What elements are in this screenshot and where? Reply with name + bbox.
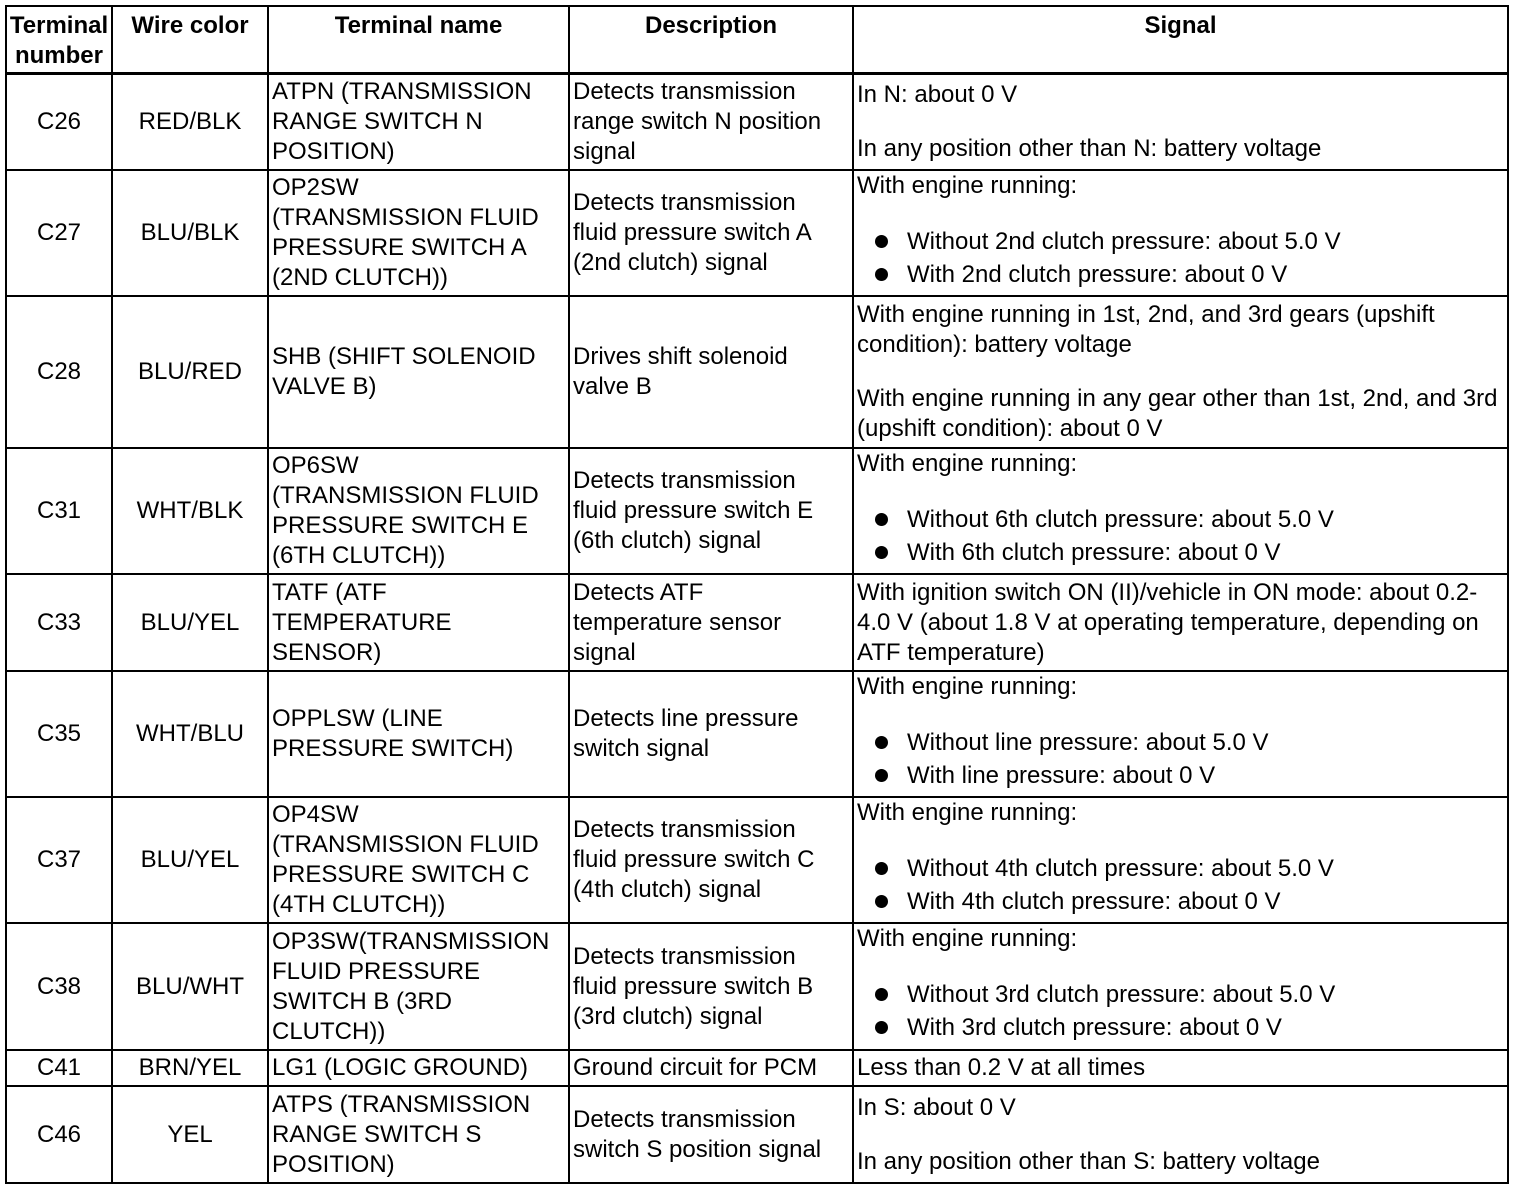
terminal-name xyxy=(268,448,569,574)
signal-text: With engine running in any gear other than 1st, 2nd, and 3rd (upshift condition): about 0 V xyxy=(857,385,1498,442)
signal-bullet xyxy=(875,885,1504,918)
signal-bullet-text: With line pressure: about 0 V xyxy=(907,762,1216,789)
cell-line: (TRANSMISSION FLUID xyxy=(272,831,539,858)
description xyxy=(569,448,853,574)
cell-line: (6TH CLUTCH)) xyxy=(272,542,446,569)
cell-line: Detects line pressure xyxy=(573,705,799,732)
cell-line: (TRANSMISSION FLUID xyxy=(272,482,539,509)
wire-color: BLU/WHT xyxy=(112,923,268,1050)
description xyxy=(569,1086,853,1183)
cell-line: (3rd clutch) signal xyxy=(573,1002,763,1030)
cell-line: OP3SW(TRANSMISSION xyxy=(272,927,550,955)
signal xyxy=(853,296,1508,448)
terminal-name xyxy=(268,797,569,923)
terminal-number: C41 xyxy=(6,1050,112,1086)
cell-line: PRESSURE SWITCH) xyxy=(272,735,514,762)
signal-bullet-list xyxy=(857,225,1504,291)
cell-line: valve B xyxy=(573,373,652,400)
table-row xyxy=(6,170,1508,296)
bullet-icon xyxy=(875,862,888,875)
cell-line: OP2SW xyxy=(272,174,359,201)
terminal-name xyxy=(268,574,569,671)
cell-line: OPPLSW (LINE xyxy=(272,705,443,732)
header-terminal-number: Terminal number xyxy=(6,6,112,73)
signal xyxy=(853,923,1508,1050)
cell-line: (2ND CLUTCH)) xyxy=(272,264,448,291)
description xyxy=(569,73,853,170)
signal xyxy=(853,1086,1508,1183)
signal-text: Less than 0.2 V at all times xyxy=(857,1054,1146,1081)
signal xyxy=(853,671,1508,797)
cell-line: RANGE SWITCH N xyxy=(272,107,483,135)
cell-line: Ground circuit for PCM xyxy=(573,1054,818,1081)
signal xyxy=(853,1050,1508,1086)
cell-line: (4TH CLUTCH)) xyxy=(272,891,446,918)
terminal-number: C38 xyxy=(6,923,112,1050)
signal-bullet xyxy=(875,1011,1504,1044)
cell-line: (TRANSMISSION FLUID xyxy=(272,204,539,231)
signal-text: With ignition switch ON (II)/vehicle in ON mode: about 0.2-4.0 V (about 1.8 V at operating temperature, depending on ATF temperature) xyxy=(857,578,1479,666)
cell-line: SENSOR) xyxy=(272,638,382,666)
terminal-name xyxy=(268,1050,569,1086)
cell-line: Detects transmission xyxy=(573,189,796,216)
signal-intro: With engine running: xyxy=(857,799,1078,826)
table-row xyxy=(6,73,1508,170)
cell-line: range switch N position xyxy=(573,107,822,135)
cell-line: PRESSURE SWITCH A xyxy=(272,234,527,261)
signal-bullet-text: Without 2nd clutch pressure: about 5.0 V xyxy=(907,228,1341,255)
terminal-name xyxy=(268,296,569,448)
description xyxy=(569,574,853,671)
bullet-icon xyxy=(875,769,888,782)
cell-line: temperature sensor xyxy=(573,608,782,636)
signal xyxy=(853,574,1508,671)
signal-bullet-text: With 2nd clutch pressure: about 0 V xyxy=(907,261,1288,288)
description xyxy=(569,671,853,797)
cell-line: SWITCH B (3RD xyxy=(272,987,452,1015)
cell-line: PRESSURE SWITCH E xyxy=(272,512,529,539)
terminal-name xyxy=(268,923,569,1050)
cell-line: fluid pressure switch A xyxy=(573,219,812,246)
signal xyxy=(853,448,1508,574)
signal-bullet xyxy=(875,759,1504,792)
signal-bullet xyxy=(875,503,1504,536)
cell-line: SHB (SHIFT SOLENOID xyxy=(272,343,536,370)
signal-text: In any position other than S: battery voltage xyxy=(857,1147,1320,1175)
cell-line: OP6SW xyxy=(272,452,359,479)
table-row xyxy=(6,448,1508,574)
cell-line: TEMPERATURE xyxy=(272,608,452,636)
signal-text: In N: about 0 V xyxy=(857,80,1018,108)
signal-bullet xyxy=(875,852,1504,885)
cell-line: Detects transmission xyxy=(573,1105,796,1133)
header-terminal-name: Terminal name xyxy=(268,6,569,73)
cell-line: Detects transmission xyxy=(573,77,796,105)
header-description: Description xyxy=(569,6,853,73)
signal-intro: With engine running: xyxy=(857,673,1078,700)
terminal-name xyxy=(268,1086,569,1183)
terminal-name xyxy=(268,671,569,797)
signal-intro: With engine running: xyxy=(857,925,1078,952)
terminal-number: C33 xyxy=(6,574,112,671)
cell-line: fluid pressure switch E xyxy=(573,497,814,524)
wire-color: BLU/YEL xyxy=(112,574,268,671)
signal-bullet-text: With 6th clutch pressure: about 0 V xyxy=(907,539,1281,566)
signal-intro: With engine running: xyxy=(857,172,1078,199)
signal-bullet-text: Without 3rd clutch pressure: about 5.0 V xyxy=(907,981,1336,1008)
signal-bullet xyxy=(875,536,1504,569)
table-row xyxy=(6,797,1508,923)
signal xyxy=(853,170,1508,296)
cell-line: signal xyxy=(573,638,636,666)
cell-line: POSITION) xyxy=(272,137,395,165)
cell-line: (4th clutch) signal xyxy=(573,876,762,903)
wire-color: BLU/RED xyxy=(112,296,268,448)
cell-line: POSITION) xyxy=(272,1150,395,1178)
signal-bullet xyxy=(875,258,1504,291)
header-wire-color: Wire color xyxy=(112,6,268,73)
table-row xyxy=(6,1050,1508,1086)
table-row xyxy=(6,1086,1508,1183)
terminal-number: C26 xyxy=(6,73,112,170)
description xyxy=(569,797,853,923)
cell-line: Detects transmission xyxy=(573,467,796,494)
cell-line: fluid pressure switch C xyxy=(573,846,815,873)
table-body xyxy=(6,73,1508,1183)
signal-text: In any position other than N: battery voltage xyxy=(857,134,1322,162)
bullet-icon xyxy=(875,513,888,526)
signal-bullet-text: Without 6th clutch pressure: about 5.0 V xyxy=(907,506,1334,533)
signal-bullet-text: With 4th clutch pressure: about 0 V xyxy=(907,888,1281,915)
cell-line: Detects ATF xyxy=(573,578,704,606)
description xyxy=(569,170,853,296)
signal-bullet-list xyxy=(857,726,1504,792)
terminal-name xyxy=(268,170,569,296)
wire-color: YEL xyxy=(112,1086,268,1183)
cell-line: Detects transmission xyxy=(573,942,796,970)
bullet-icon xyxy=(875,895,888,908)
terminal-number: C46 xyxy=(6,1086,112,1183)
signal-bullet-text: Without 4th clutch pressure: about 5.0 V xyxy=(907,855,1334,882)
terminal-number: C28 xyxy=(6,296,112,448)
bullet-icon xyxy=(875,546,888,559)
terminal-table xyxy=(5,5,1509,1184)
cell-line: ATPN (TRANSMISSION xyxy=(272,77,532,105)
table-row xyxy=(6,923,1508,1050)
table-row xyxy=(6,574,1508,671)
signal-bullet xyxy=(875,726,1504,759)
signal-bullet xyxy=(875,225,1504,258)
cell-line: PRESSURE SWITCH C xyxy=(272,861,530,888)
signal xyxy=(853,73,1508,170)
wire-color: BRN/YEL xyxy=(112,1050,268,1086)
cell-line: VALVE B) xyxy=(272,373,377,400)
terminal-number: C35 xyxy=(6,671,112,797)
cell-line: ATPS (TRANSMISSION xyxy=(272,1090,531,1118)
wire-color: BLU/YEL xyxy=(112,797,268,923)
cell-line: fluid pressure switch B xyxy=(573,972,814,1000)
cell-line: switch signal xyxy=(573,735,710,762)
bullet-icon xyxy=(875,988,888,1001)
header-row xyxy=(6,6,1508,73)
signal-text: With engine running in 1st, 2nd, and 3rd gears (upshift condition): battery voltage xyxy=(857,301,1435,358)
table-row xyxy=(6,296,1508,448)
signal-bullet xyxy=(875,978,1504,1011)
cell-line: LG1 (LOGIC GROUND) xyxy=(272,1054,529,1081)
cell-line: RANGE SWITCH S xyxy=(272,1120,482,1148)
terminal-number: C31 xyxy=(6,448,112,574)
header-signal: Signal xyxy=(853,6,1508,73)
cell-line: TATF (ATF xyxy=(272,578,387,606)
description xyxy=(569,1050,853,1086)
wire-color: WHT/BLU xyxy=(112,671,268,797)
signal-intro: With engine running: xyxy=(857,450,1078,477)
signal-bullet-text: With 3rd clutch pressure: about 0 V xyxy=(907,1014,1282,1041)
signal-text: In S: about 0 V xyxy=(857,1093,1016,1121)
cell-line: OP4SW xyxy=(272,801,359,828)
bullet-icon xyxy=(875,235,888,248)
bullet-icon xyxy=(875,268,888,281)
signal-bullet-text: Without line pressure: about 5.0 V xyxy=(907,729,1269,756)
table-row xyxy=(6,671,1508,797)
description xyxy=(569,296,853,448)
wire-color: WHT/BLK xyxy=(112,448,268,574)
cell-line: Detects transmission xyxy=(573,816,796,843)
terminal-number: C37 xyxy=(6,797,112,923)
signal-bullet-list xyxy=(857,852,1504,918)
wire-color: RED/BLK xyxy=(112,73,268,170)
cell-line: (2nd clutch) signal xyxy=(573,249,768,276)
terminal-name xyxy=(268,73,569,170)
cell-line: Drives shift solenoid xyxy=(573,343,788,370)
terminal-number: C27 xyxy=(6,170,112,296)
signal-bullet-list xyxy=(857,503,1504,569)
signal xyxy=(853,797,1508,923)
cell-line: (6th clutch) signal xyxy=(573,527,762,554)
description xyxy=(569,923,853,1050)
cell-line: signal xyxy=(573,137,636,165)
cell-line: switch S position signal xyxy=(573,1135,822,1163)
signal-bullet-list xyxy=(857,978,1504,1044)
cell-line: CLUTCH)) xyxy=(272,1017,386,1045)
wire-color: BLU/BLK xyxy=(112,170,268,296)
bullet-icon xyxy=(875,1021,888,1034)
cell-line: FLUID PRESSURE xyxy=(272,957,481,985)
bullet-icon xyxy=(875,736,888,749)
